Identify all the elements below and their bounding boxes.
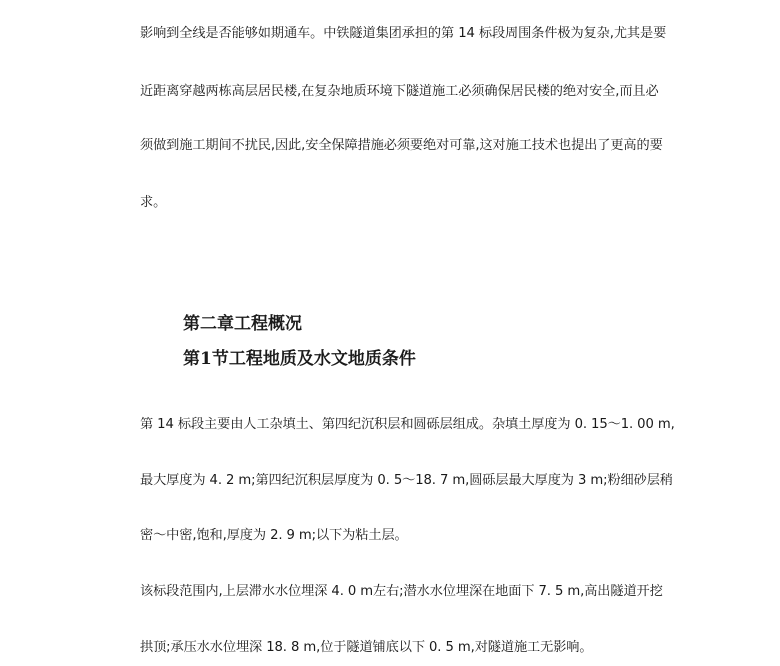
hydro-line: 该标段范围内,上层滞水水位埋深 4. 0 m左右;潜水水位埋深在地面下 7. 5 m,高出隧道开挖: [140, 584, 663, 599]
chapter-title: 第二章工程概况: [183, 314, 302, 334]
geology-line: 第 14 标段主要由人工杂填土、第四纪沉积层和圆砾层组成。杂填土厚度为 0. 15～1. 00 m,: [140, 417, 675, 432]
intro-line: 须做到施工期间不扰民,因此,安全保障措施必须要绝对可靠,这对施工技术也提出了更高的要: [140, 138, 663, 153]
intro-line: 近距离穿越两栋高层居民楼,在复杂地质环境下隧道施工必须确保居民楼的绝对安全,而且必: [140, 84, 659, 99]
intro-line: 求。: [140, 195, 167, 210]
geology-line: 密～中密,饱和,厚度为 2. 9 m;以下为粘土层。: [140, 528, 408, 543]
geology-line: 最大厚度为 4. 2 m;第四纪沉积层厚度为 0. 5～18. 7 m,圆砾层最大厚度为 3 m;粉细砂层稍: [140, 473, 673, 488]
hydro-line: 拱顶;承压水水位埋深 18. 8 m,位于隧道铺底以下 0. 5 m,对隧道施工无影响。: [140, 640, 593, 655]
intro-line: 影响到全线是否能够如期通车。中铁隧道集团承担的第 14 标段周围条件极为复杂,尤其是要: [140, 26, 667, 41]
section-title: 第1节工程地质及水文地质条件: [183, 349, 416, 369]
